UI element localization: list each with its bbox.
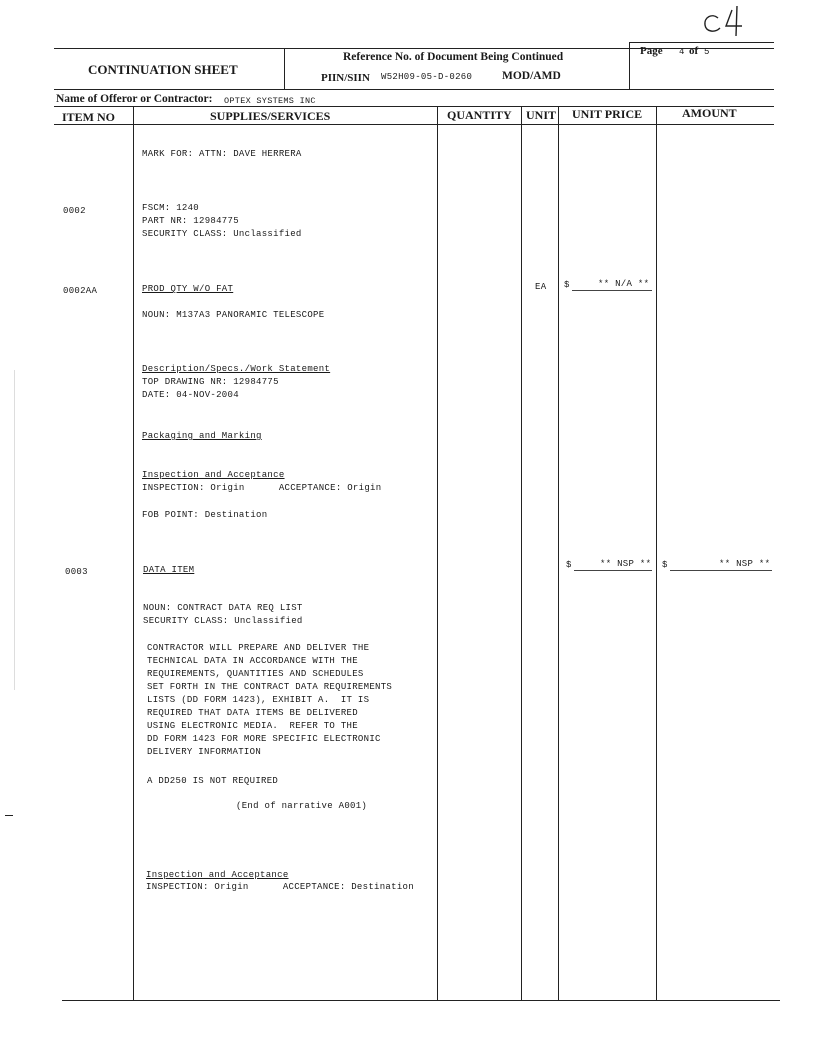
item-0003-noun-line: SECURITY CLASS: Unclassified	[143, 616, 303, 626]
item-0002aa-title: PROD QTY W/O FAT	[142, 284, 234, 294]
item-0002aa-fob-line: FOB POINT: Destination	[142, 510, 268, 520]
column-quantity: QUANTITY	[447, 108, 512, 122]
item-0003-noun	[143, 602, 303, 628]
column-unit-price: UNIT PRICE	[572, 107, 643, 121]
column-divider-3	[521, 106, 522, 1000]
scan-margin-edge	[14, 370, 15, 690]
item-0002aa-inspection-heading: Inspection and Acceptance	[142, 470, 285, 480]
page-of: of	[689, 45, 699, 57]
item-0002-line: SECURITY CLASS: Unclassified	[142, 229, 302, 239]
column-unit: UNIT	[526, 108, 557, 122]
item-0002aa-price-symbol: $	[564, 280, 570, 290]
item-0002aa-desc	[142, 376, 279, 402]
header-top-border	[54, 48, 774, 49]
header-bottom-border	[54, 89, 774, 90]
handwritten-c4-drawing	[700, 4, 760, 38]
column-header-top	[54, 106, 774, 107]
end-of-narrative: (End of narrative A001)	[236, 801, 368, 811]
item-0003-price-symbol: $	[566, 560, 572, 570]
item-0002-details	[142, 202, 302, 241]
item-0003-amount: ** NSP **	[719, 559, 771, 569]
page-box-top	[629, 42, 774, 43]
item-0003-inspection-line: INSPECTION: Origin ACCEPTANCE: Destination	[146, 882, 414, 892]
modamd-label: MOD/AMD	[502, 70, 561, 82]
narrative-line: TECHNICAL DATA IN ACCORDANCE WITH THE	[147, 656, 358, 666]
item-0003-unit-price: ** NSP **	[600, 559, 652, 569]
column-divider-4	[558, 106, 559, 1000]
mark-for-line: MARK FOR: ATTN: DAVE HERRERA	[142, 149, 302, 159]
column-divider-5	[656, 106, 657, 1000]
narrative-line: REQUIRED THAT DATA ITEMS BE DELIVERED	[147, 708, 358, 718]
narrative-line: SET FORTH IN THE CONTRACT DATA REQUIREMENTS	[147, 682, 393, 692]
page-label: Page	[640, 45, 663, 57]
table-bottom-border	[62, 1000, 780, 1001]
narrative-line: USING ELECTRONIC MEDIA. REFER TO THE	[147, 721, 358, 731]
item-0002aa-packaging-heading: Packaging and Marking	[142, 431, 262, 441]
item-0002-number: 0002	[63, 206, 86, 216]
item-0002aa-inspection-line: INSPECTION: Origin ACCEPTANCE: Origin	[142, 483, 382, 493]
item-0002aa-desc-heading: Description/Specs./Work Statement	[142, 364, 331, 374]
offeror-label: Name of Offeror or Contractor:	[56, 93, 213, 105]
dd250-line: A DD250 IS NOT REQUIRED	[147, 776, 279, 786]
scan-margin-tick	[5, 815, 13, 816]
item-0003-amount-line	[670, 570, 772, 571]
item-0003-number: 0003	[65, 567, 88, 577]
narrative-line: DELIVERY INFORMATION	[147, 747, 262, 757]
item-0002aa-noun: NOUN: M137A3 PANORAMIC TELESCOPE	[142, 310, 325, 320]
reference-label: Reference No. of Document Being Continued	[343, 51, 564, 63]
item-0003-inspection-heading: Inspection and Acceptance	[146, 870, 289, 880]
handwritten-page-mark	[700, 4, 760, 38]
column-divider-1	[133, 106, 134, 1000]
narrative-line: CONTRACTOR WILL PREPARE AND DELIVER THE	[147, 643, 370, 653]
item-0002-line: PART NR: 12984775	[142, 216, 239, 226]
item-0002aa-price-line	[572, 290, 652, 291]
column-amount: AMOUNT	[682, 106, 737, 120]
narrative-line: REQUIREMENTS, QUANTITIES AND SCHEDULES	[147, 669, 364, 679]
column-supplies: SUPPLIES/SERVICES	[210, 109, 331, 123]
item-0003-price-line	[574, 570, 652, 571]
piin-value: W52H09-05-D-0260	[381, 72, 473, 82]
item-0003-noun-line: NOUN: CONTRACT DATA REQ LIST	[143, 603, 303, 613]
item-0002aa-desc-line: TOP DRAWING NR: 12984775	[142, 377, 279, 387]
item-0003-narrative	[147, 642, 392, 759]
narrative-line: DD FORM 1423 FOR MORE SPECIFIC ELECTRONIC	[147, 734, 381, 744]
header-divider-left	[284, 48, 285, 89]
item-0002aa-unit: EA	[535, 282, 547, 292]
item-0003-amount-symbol: $	[662, 560, 668, 570]
column-item-no: ITEM NO	[62, 110, 116, 124]
narrative-line: LISTS (DD FORM 1423), EXHIBIT A. IT IS	[147, 695, 370, 705]
page-total: 5	[704, 47, 710, 57]
item-0002-line: FSCM: 1240	[142, 203, 200, 213]
page-current: 4	[679, 47, 685, 57]
offeror-value: OPTEX SYSTEMS INC	[224, 96, 316, 106]
item-0002aa-desc-line: DATE: 04-NOV-2004	[142, 390, 239, 400]
item-0002aa-unit-price: ** N/A **	[598, 279, 650, 289]
sheet-title: CONTINUATION SHEET	[88, 62, 238, 77]
column-divider-2	[437, 106, 438, 1000]
piin-label: PIIN/SIIN	[321, 72, 370, 84]
header-divider-right	[629, 42, 630, 89]
column-header-bottom	[54, 124, 774, 125]
item-0003-title: DATA ITEM	[143, 565, 195, 575]
item-0002aa-number: 0002AA	[63, 286, 98, 296]
